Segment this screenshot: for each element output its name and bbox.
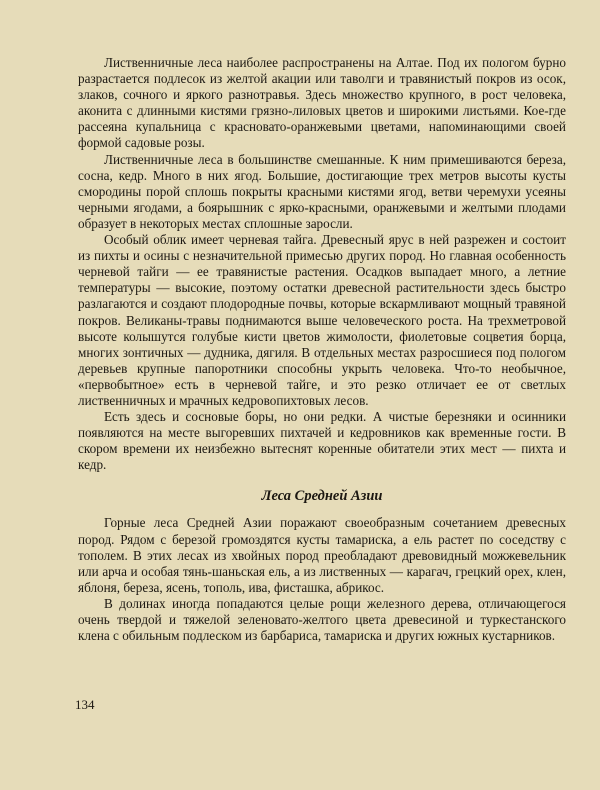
section-central-asia-forests xyxy=(78,515,566,644)
page-number: 134 xyxy=(75,697,95,712)
section-altai-forests xyxy=(78,55,566,473)
section-heading: Леса Средней Азии xyxy=(261,488,383,505)
paragraph-black-taiga: Особый облик имеет черневая тайга. Древесный ярус в ней разрежен и состоит из пихты и осины с незначительной примесью других пород. Но главная особенность черневой тайги — ее травянистые растения. Осадков выпадает много, а летние температуры — высокие, поэтому остатки древесной растительности здесь быстро разлагаются и создают плодородные почвы, которые вскармливают мощный травяной покров. Великаны-травы поднимаются выше человеческого роста. На трехметровой высоте колышутся голубые кисти цветов жимолости, фиолетовые соцветия борца, многих зонтичных — дудника, дягиля. В отдельных местах разросшиеся под пологом деревьев крупные папоротники способны укрыть человека. Что-то необычное, «первобытное» есть в черневой тайге, и это резко отличает ее от светлых лиственничных и мрачных кедровопихтовых лесов. xyxy=(78,232,566,408)
paragraph-valleys: В долинах иногда попадаются целые рощи железного дерева, отличающегося очень твердой и тяжелой зеленовато-желтого цвета древесиной и туркестанского клена с обильным подлеском из барбариса, тамариска и других южных кустарников. xyxy=(78,595,566,644)
paragraph-mountain-forests: Горные леса Средней Азии поражают своеобразным сочетанием древесных пород. Рядом с березой громоздятся кусты тамариска, а ель растет по соседству с тополем. В этих лесах из хвойных пород преобладают древовидный можжевельник или арча и особая тянь-шаньская ель, а из лиственных — карагач, грецкий орех, клен, яблоня, береза, ясень, тополь, ива, фисташка, абрикос. xyxy=(78,515,566,595)
paragraph-larch-forests: Лиственничные леса наиболее распространены на Алтае. Под их пологом бурно разрастается подлесок из желтой акации или таволги и травянистый покров из осок, злаков, сочного и яркого разнотравья. Здесь множество крупного, в рост человека, аконита с длинными кистями грязно-лиловых цветов и широкими листьями. Кое-где рассеяна купальница с красновато-оранжевыми цветами, напоминающими своей формой садовые розы. xyxy=(78,55,566,151)
paragraph-pine-birch: Есть здесь и сосновые боры, но они редки. А чистые березняки и осинники появляются на месте выгоревших пихтачей и кедровников как временные гости. В скором времени их неизбежно вытеснят коренные обитатели этих мест — пихта и кедр. xyxy=(78,409,566,473)
paragraph-mixed-larch: Лиственничные леса в большинстве смешанные. К ним примешиваются береза, сосна, кедр. Много в них ягод. Большие, достигающие трех метров высоты кусты смородины порой сплошь покрыты красными кистями ягод, ветви черемухи усеяны черными ягодами, а боярышник с ярко-красными, оранжевыми и желтыми плодами образует в некоторых местах сплошные заросли. xyxy=(78,151,566,231)
